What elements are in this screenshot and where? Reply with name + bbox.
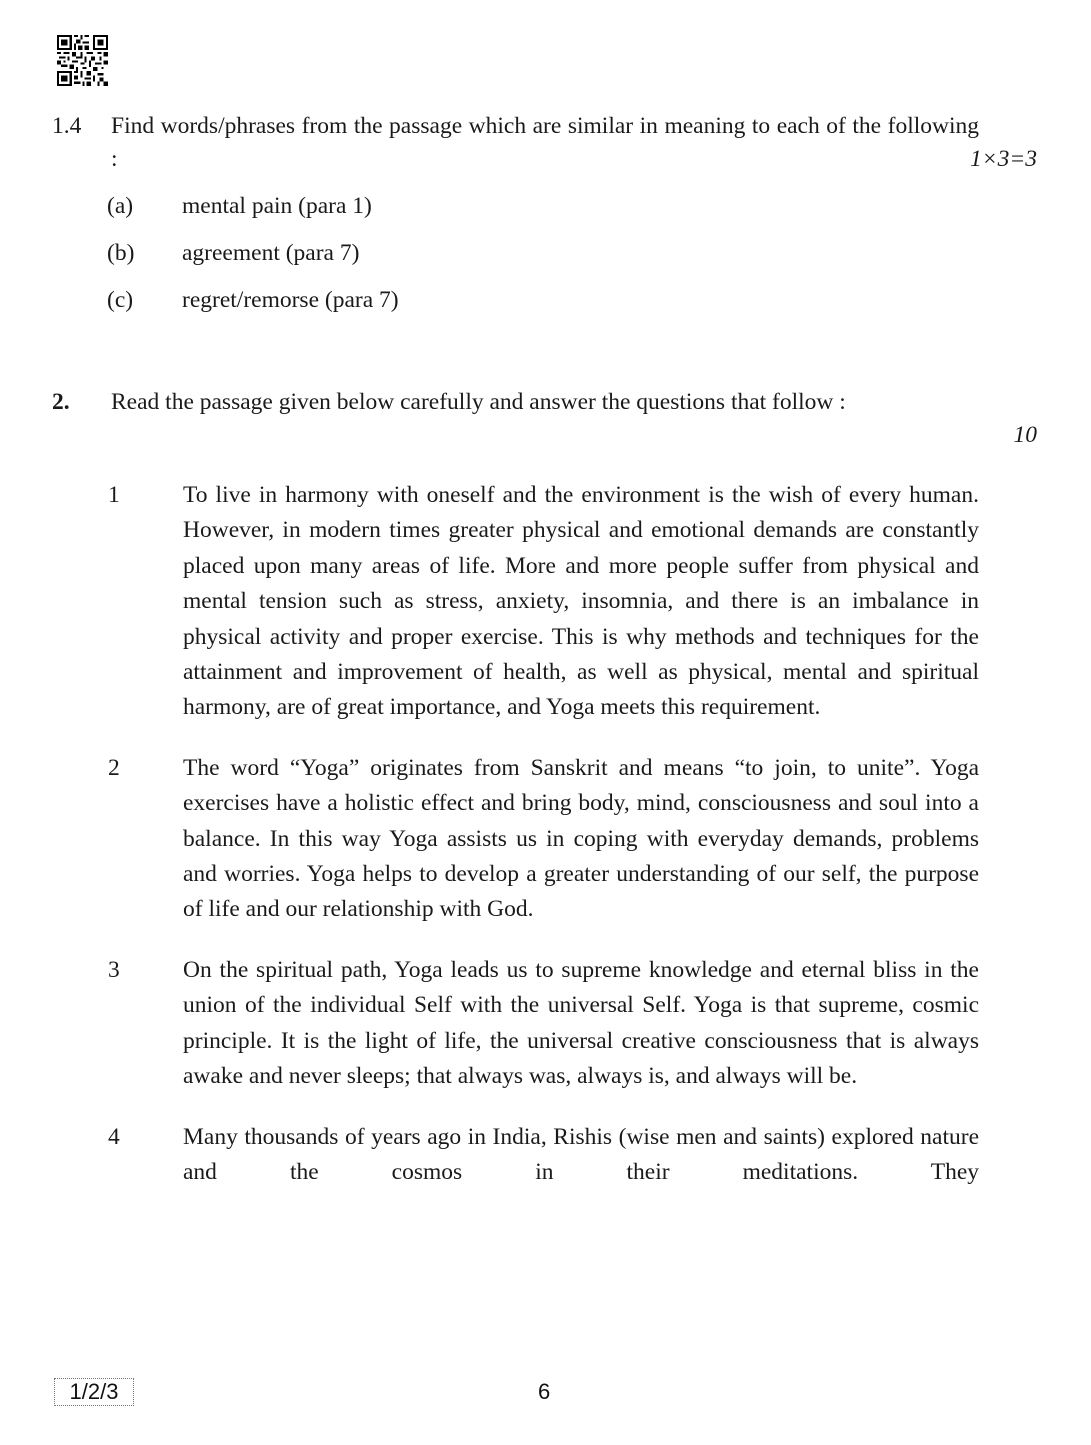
paragraph-text: To live in harmony with oneself and the environment is the wish of every human. However, in modern times greater physical and emotional demands are constantly placed upon many areas of life. More and more people suffer from physical and mental tension such as stress, anxiety, insomnia, and there is an imbalance in physical activity and proper exercise. This is why methods and techniques for the attainment and improvement of health, as well as physical, mental and spiritual harmony, are of great importance, and Yoga meets this requirement. <box>183 482 979 721</box>
sub-question-item <box>52 284 1037 331</box>
question-number: 1.4 <box>52 113 82 139</box>
sub-question-text: regret/remorse (para 7) <box>182 287 399 313</box>
qr-code-icon <box>57 35 110 86</box>
paragraph-text: Many thousands of years ago in India, Rishis (wise men and saints) explored nature and the cosmos in their meditations. They <box>183 1123 979 1185</box>
question-text: Find words/phrases from the passage which are similar in meaning to each of the following : <box>111 113 979 172</box>
question-2 <box>52 386 1037 448</box>
paper-code-box: 1/2/3 <box>54 1378 134 1406</box>
reading-passage <box>52 478 982 1215</box>
passage-paragraph <box>52 953 982 1095</box>
question-number: 2. <box>52 389 70 415</box>
sub-question-label: (c) <box>107 287 134 313</box>
paragraph-number: 1 <box>108 482 120 508</box>
sub-question-label: (a) <box>107 193 134 219</box>
sub-question-item <box>52 190 1037 237</box>
paragraph-text: On the spiritual path, Yoga leads us to supreme knowledge and eternal bliss in the union of the individual Self with the universal Self. Yoga is that supreme, cosmic principle. It is the light of life, the universal creative consciousness that is always awake and never sleeps; that always was, always is, and always will be. <box>183 956 979 1090</box>
passage-paragraph <box>52 1120 982 1191</box>
passage-paragraph <box>52 751 982 928</box>
paragraph-text: The word “Yoga” originates from Sanskrit and means “to join, to unite”. Yoga exercises have a holistic effect and bring body, mind, consciousness and soul into a balance. In this way Yoga assists us in coping with everyday demands, problems and worries. Yoga helps to develop a greater understanding of our self, the purpose of life and our relationship with God. <box>183 754 979 923</box>
sub-question-list <box>52 190 1037 331</box>
question-text: Read the passage given below carefully and answer the questions that follow : <box>111 389 846 415</box>
passage-paragraph <box>52 478 982 726</box>
sub-question-text: agreement (para 7) <box>182 240 360 266</box>
question-marks: 1×3=3 <box>970 146 1037 172</box>
paragraph-number: 2 <box>108 754 120 781</box>
sub-question-item <box>52 237 1037 284</box>
paragraph-number: 4 <box>108 1123 120 1150</box>
sub-question-text: mental pain (para 1) <box>182 193 372 219</box>
question-marks: 10 <box>1013 422 1037 448</box>
question-1-4 <box>52 110 1037 331</box>
page-number: 6 <box>538 1379 551 1404</box>
paragraph-number: 3 <box>108 956 120 983</box>
sub-question-label: (b) <box>107 240 135 266</box>
